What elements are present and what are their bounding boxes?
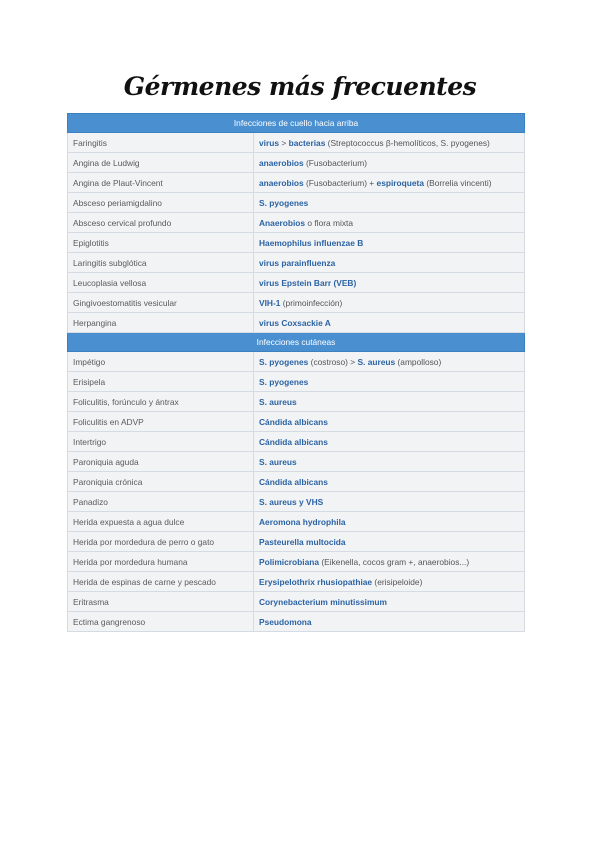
table-row <box>68 492 525 512</box>
germ-cell <box>254 452 525 472</box>
germ-cell <box>254 492 525 512</box>
germ-cell <box>254 472 525 492</box>
table-row <box>68 352 525 372</box>
germ-note: (ampolloso) <box>395 356 442 367</box>
germ-cell <box>254 412 525 432</box>
germ-name: Cándida albicans <box>259 476 328 487</box>
germ-cell <box>254 392 525 412</box>
condition-cell: Angina de Plaut-Vincent <box>68 173 254 193</box>
germ-cell <box>254 133 525 153</box>
table-row <box>68 392 525 412</box>
condition-cell: Herida expuesta a agua dulce <box>68 512 254 532</box>
germ-name: espiroqueta <box>376 177 425 188</box>
table-row <box>68 552 525 572</box>
table-row <box>68 173 525 193</box>
table-row <box>68 372 525 392</box>
table-row <box>68 592 525 612</box>
table-row <box>68 213 525 233</box>
germs-table-body <box>68 114 525 632</box>
germs-table <box>67 113 525 632</box>
condition-cell: Panadizo <box>68 492 254 512</box>
condition-cell: Erisipela <box>68 372 254 392</box>
table-row <box>68 532 525 552</box>
germ-cell <box>254 512 525 532</box>
table-row <box>68 133 525 153</box>
germ-cell <box>254 213 525 233</box>
condition-cell: Gingivoestomatitis vesicular <box>68 293 254 313</box>
table-row <box>68 253 525 273</box>
germ-cell <box>254 313 525 333</box>
table-row <box>68 313 525 333</box>
table-row <box>68 572 525 592</box>
condition-cell: Impétigo <box>68 352 254 372</box>
germ-note: (erisipeloide) <box>372 576 423 587</box>
germ-name: bacterias <box>288 137 326 148</box>
section-header-row <box>68 114 525 133</box>
germ-name: virus Epstein Barr (VEB) <box>259 277 357 288</box>
germ-name: S. aureus <box>357 356 396 367</box>
condition-cell: Absceso cervical profundo <box>68 213 254 233</box>
germ-note: (primoinfección) <box>280 297 343 308</box>
table-row <box>68 412 525 432</box>
table-row <box>68 293 525 313</box>
germ-name: Pasteurella multocida <box>259 536 346 547</box>
germ-name: Cándida albicans <box>259 416 328 427</box>
condition-cell: Paroniquia crónica <box>68 472 254 492</box>
germ-cell <box>254 532 525 552</box>
germ-cell <box>254 352 525 372</box>
page-title: Gérmenes más frecuentes <box>123 72 477 101</box>
germ-name: VIH-1 <box>259 297 281 308</box>
condition-cell: Herida por mordedura de perro o gato <box>68 532 254 552</box>
germ-name: Haemophilus influenzae B <box>259 237 364 248</box>
table-row <box>68 432 525 452</box>
germ-cell <box>254 273 525 293</box>
germ-cell <box>254 193 525 213</box>
germ-name: S. aureus <box>259 396 297 407</box>
germ-cell <box>254 173 525 193</box>
table-row <box>68 153 525 173</box>
condition-cell: Intertrigo <box>68 432 254 452</box>
germ-note: (Fusobacterium) <box>303 157 367 168</box>
condition-cell: Eritrasma <box>68 592 254 612</box>
condition-cell: Faringitis <box>68 133 254 153</box>
condition-cell: Foliculitis en ADVP <box>68 412 254 432</box>
condition-cell: Paroniquia aguda <box>68 452 254 472</box>
condition-cell: Herpangina <box>68 313 254 333</box>
germ-note: o flora mixta <box>305 217 354 228</box>
germ-name: S. pyogenes <box>259 376 309 387</box>
table-row <box>68 452 525 472</box>
germ-cell <box>254 572 525 592</box>
germ-name: Anaerobios <box>259 217 306 228</box>
condition-cell: Ectima gangrenoso <box>68 612 254 632</box>
germ-name: virus parainfluenza <box>259 257 336 268</box>
section-header: Infecciones cutáneas <box>68 333 525 352</box>
germ-name: Polimicrobiana <box>259 556 320 567</box>
germ-cell <box>254 233 525 253</box>
condition-cell: Angina de Ludwig <box>68 153 254 173</box>
germ-note: (Streptococcus β-hemolíticos, S. pyogenes) <box>325 137 490 148</box>
condition-cell: Foliculitis, forúnculo y ántrax <box>68 392 254 412</box>
germ-name: virus Coxsackie A <box>259 317 331 328</box>
germ-cell <box>254 253 525 273</box>
germ-name: S. aureus <box>259 456 297 467</box>
table-row <box>68 273 525 293</box>
germ-cell <box>254 612 525 632</box>
germ-name: S. aureus y VHS <box>259 496 324 507</box>
germ-cell <box>254 432 525 452</box>
section-header: Infecciones de cuello hacia arriba <box>68 114 525 133</box>
germ-note: (Eikenella, cocos gram +, anaerobios...) <box>319 556 470 567</box>
table-row <box>68 233 525 253</box>
germ-cell <box>254 153 525 173</box>
germ-name: S. pyogenes <box>259 197 309 208</box>
condition-cell: Epiglotitis <box>68 233 254 253</box>
germ-cell <box>254 592 525 612</box>
germ-note: > <box>279 137 289 148</box>
germ-note: (Borrelia vincenti) <box>424 177 492 188</box>
germ-name: anaerobios <box>259 157 304 168</box>
germ-cell <box>254 552 525 572</box>
germ-note: (Fusobacterium) + <box>303 177 377 188</box>
condition-cell: Herida por mordedura humana <box>68 552 254 572</box>
table-row <box>68 612 525 632</box>
condition-cell: Herida de espinas de carne y pescado <box>68 572 254 592</box>
table-row <box>68 193 525 213</box>
condition-cell: Laringitis subglótica <box>68 253 254 273</box>
germ-name: Aeromona hydrophila <box>259 516 346 527</box>
section-header-row <box>68 333 525 352</box>
germ-name: Cándida albicans <box>259 436 328 447</box>
germ-note: (costroso) > <box>308 356 358 367</box>
table-row <box>68 472 525 492</box>
germ-cell <box>254 372 525 392</box>
table-row <box>68 512 525 532</box>
germ-name: Erysipelothrix rhusiopathiae <box>259 576 373 587</box>
germ-cell <box>254 293 525 313</box>
condition-cell: Absceso periamigdalino <box>68 193 254 213</box>
condition-cell: Leucoplasia vellosa <box>68 273 254 293</box>
germ-name: virus <box>259 137 280 148</box>
germ-name: S. pyogenes <box>259 356 309 367</box>
germ-name: Pseudomona <box>259 616 312 627</box>
germ-name: Corynebacterium minutissimum <box>259 596 387 607</box>
germ-name: anaerobios <box>259 177 304 188</box>
